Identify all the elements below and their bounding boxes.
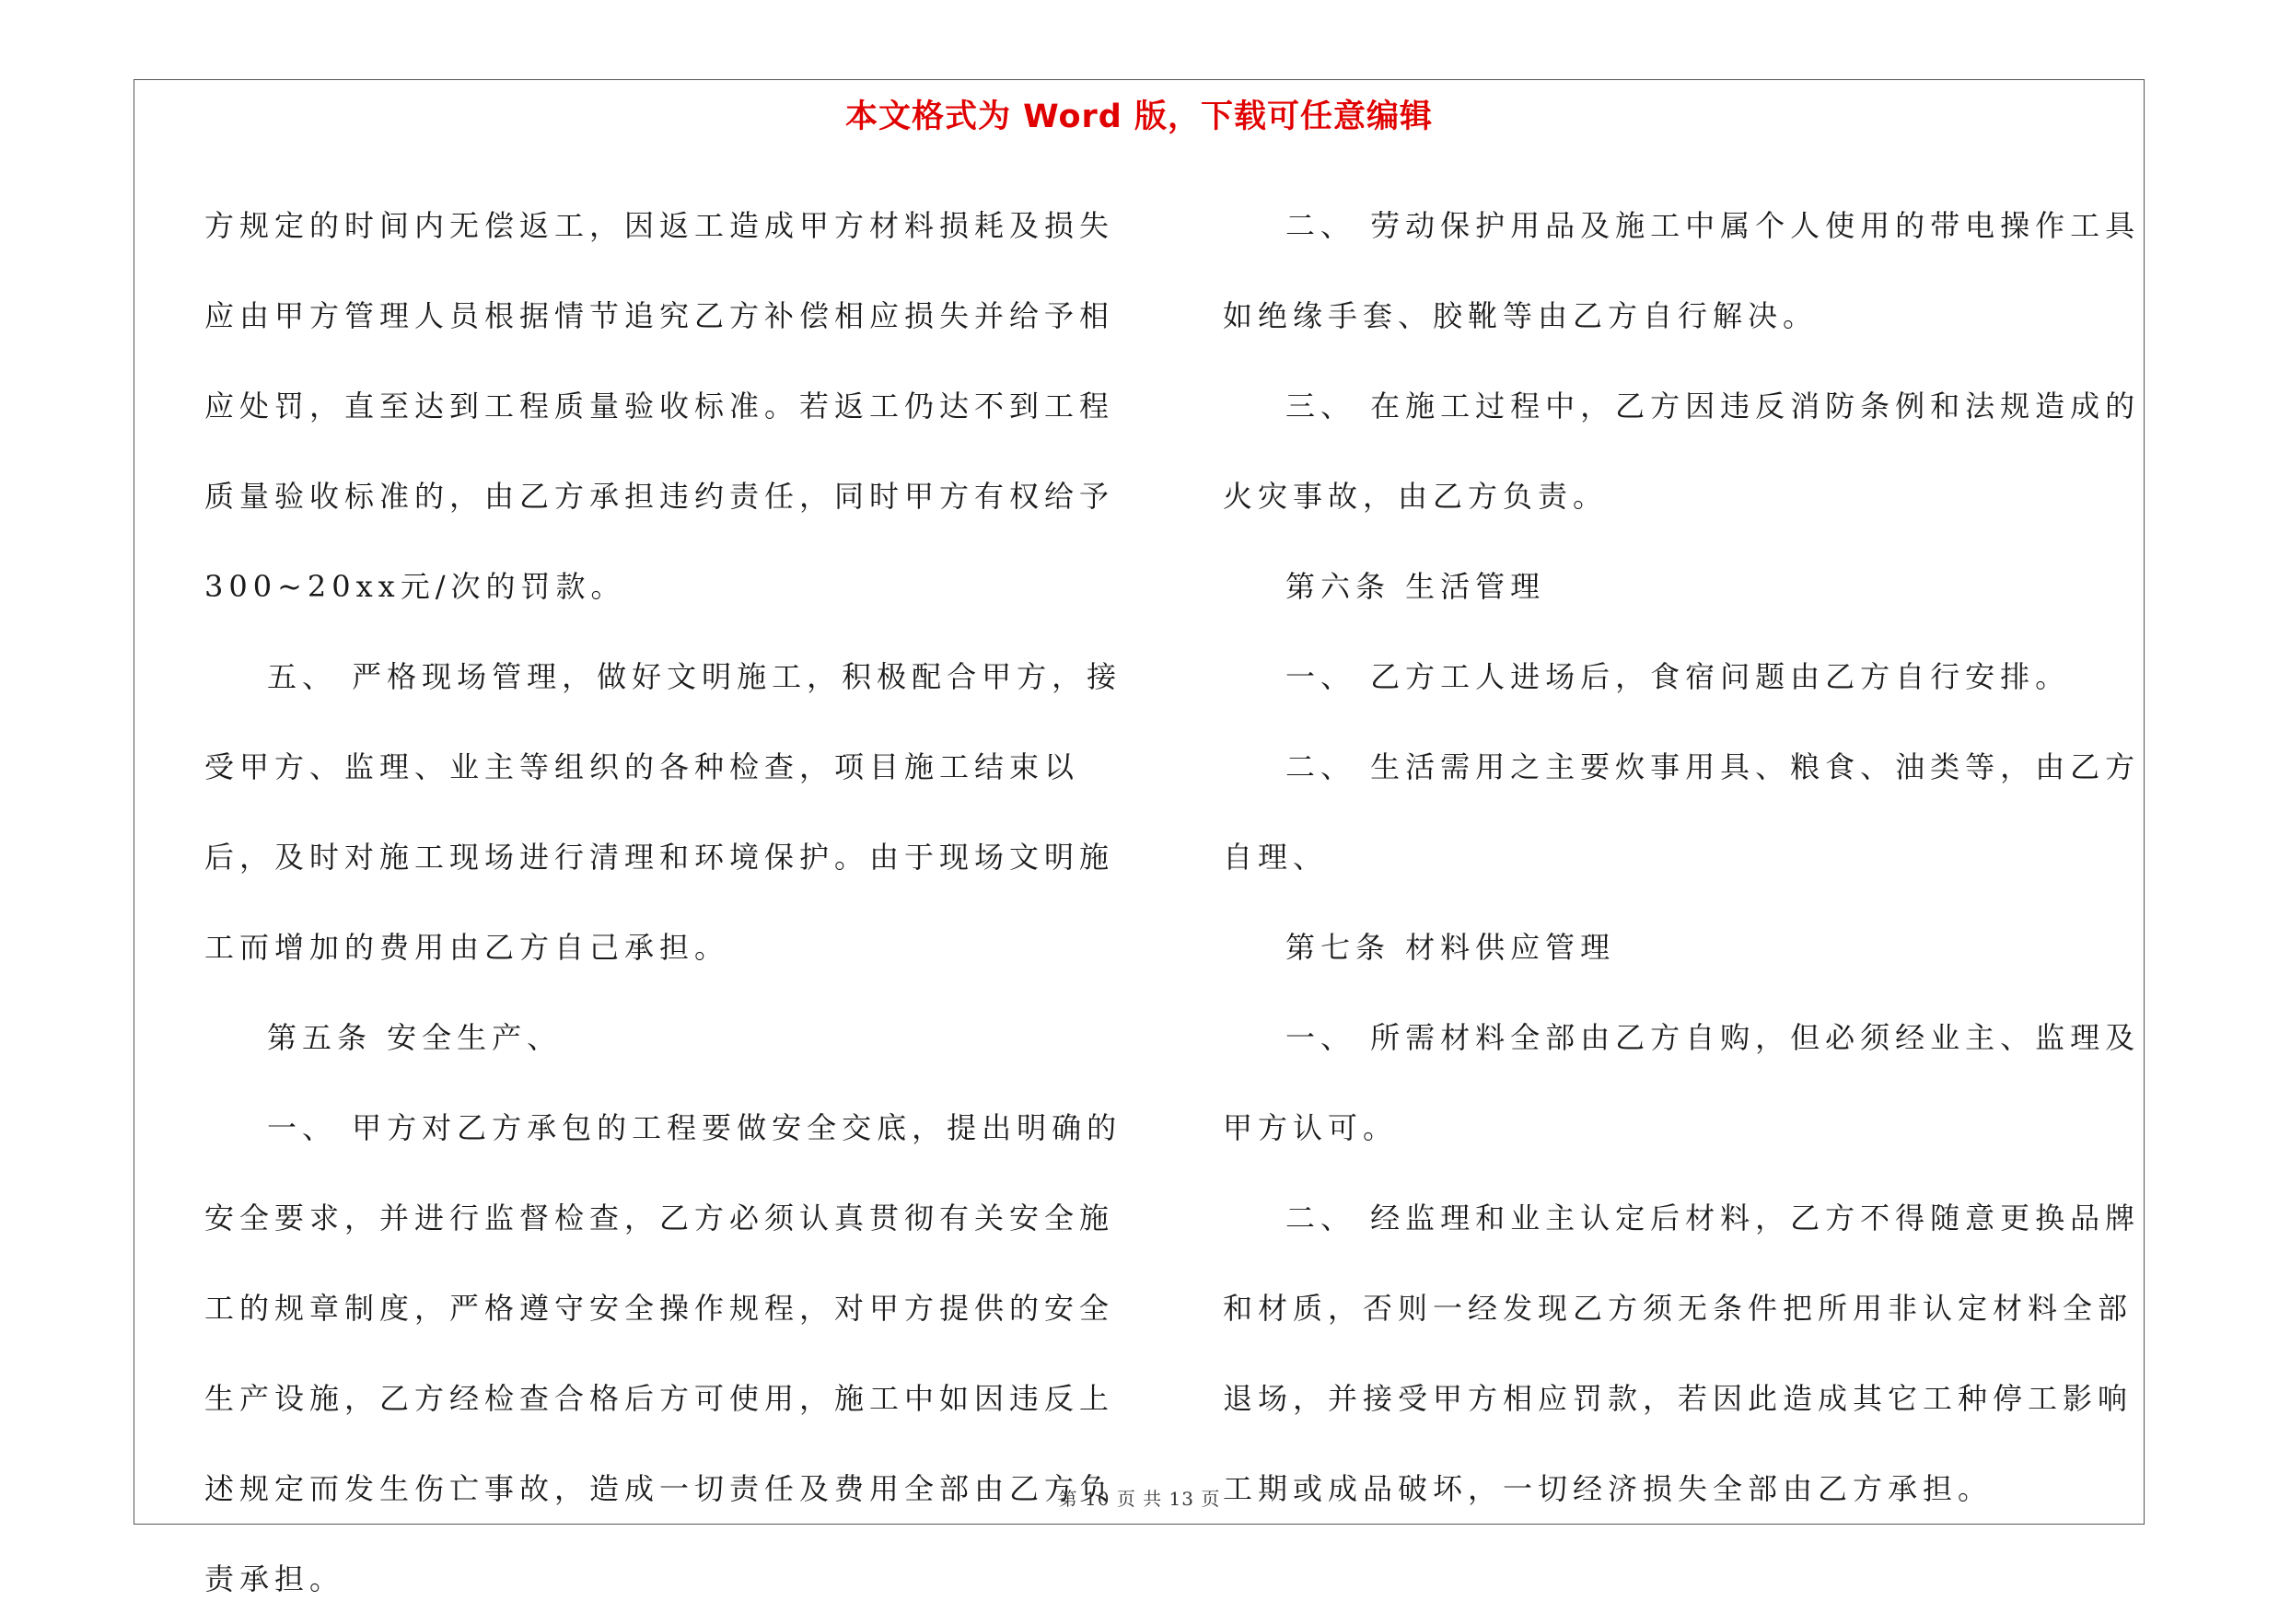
- word-format-banner: 本文格式为 Word 版，下载可任意编辑: [844, 99, 1434, 135]
- paragraph: 方规定的时间内无偿返工，因返工造成甲方材料损耗及损失应由甲方管理人员根据情节追究乙方补偿相应损失并给予相应处罚，直至达到工程质量验收标准。若返工仍达不到工程质量验收标准的，由乙方承担违约责任，同时甲方有权给予300~20xx元/次的罚款。: [204, 208, 1115, 604]
- paragraph: 一、 乙方工人进场后，食宿问题由乙方自行安排。: [1285, 659, 2071, 694]
- paragraph: 第六条 生活管理: [1285, 569, 1546, 604]
- paragraph: 第七条 材料供应管理: [1285, 930, 1616, 965]
- paragraph: 五、 严格现场管理，做好文明施工，积极配合甲方，接受甲方、监理、业主等组织的各种检查，项目施工结束以后，及时对施工现场进行清理和环境保护。由于现场文明施工而增加的费用由乙方自己承担。: [204, 659, 1122, 965]
- paragraph: 一、 所需材料全部由乙方自购，但必须经业主、监理及甲方认可。: [1223, 1020, 2141, 1145]
- paragraph: 三、 在施工过程中，乙方因违反消防条例和法规造成的火灾事故，由乙方负责。: [1223, 389, 2141, 514]
- right-column: [1223, 180, 2153, 1534]
- left-column: [204, 180, 1125, 1624]
- paragraph: 二、 经监理和业主认定后材料，乙方不得随意更换品牌和材质，否则一经发现乙方须无条件把所用非认定材料全部退场，并接受甲方相应罚款，若因此造成其它工种停工影响工期或成品破坏，一切经济损失全部由乙方承担。: [1223, 1201, 2141, 1506]
- paragraph: 第五条 安全生产、: [267, 1020, 563, 1055]
- paragraph: 一、 甲方对乙方承包的工程要做安全交底，提出明确的安全要求，并进行监督检查，乙方必须认真贯彻有关安全施工的规章制度，严格遵守安全操作规程，对甲方提供的安全生产设施，乙方经检查合格后方可使用，施工中如因违反上述规定而发生伤亡事故，造成一切责任及费用全部由乙方负责承担。: [204, 1110, 1122, 1596]
- paragraph: 二、 劳动保护用品及施工中属个人使用的带电操作工具如绝缘手套、胶靴等由乙方自行解决。: [1223, 208, 2141, 333]
- page-number-footer: 第 10 页 共 13 页: [1058, 1488, 1221, 1510]
- paragraph: 二、 生活需用之主要炊事用具、粮食、油类等，由乙方自理、: [1223, 749, 2141, 875]
